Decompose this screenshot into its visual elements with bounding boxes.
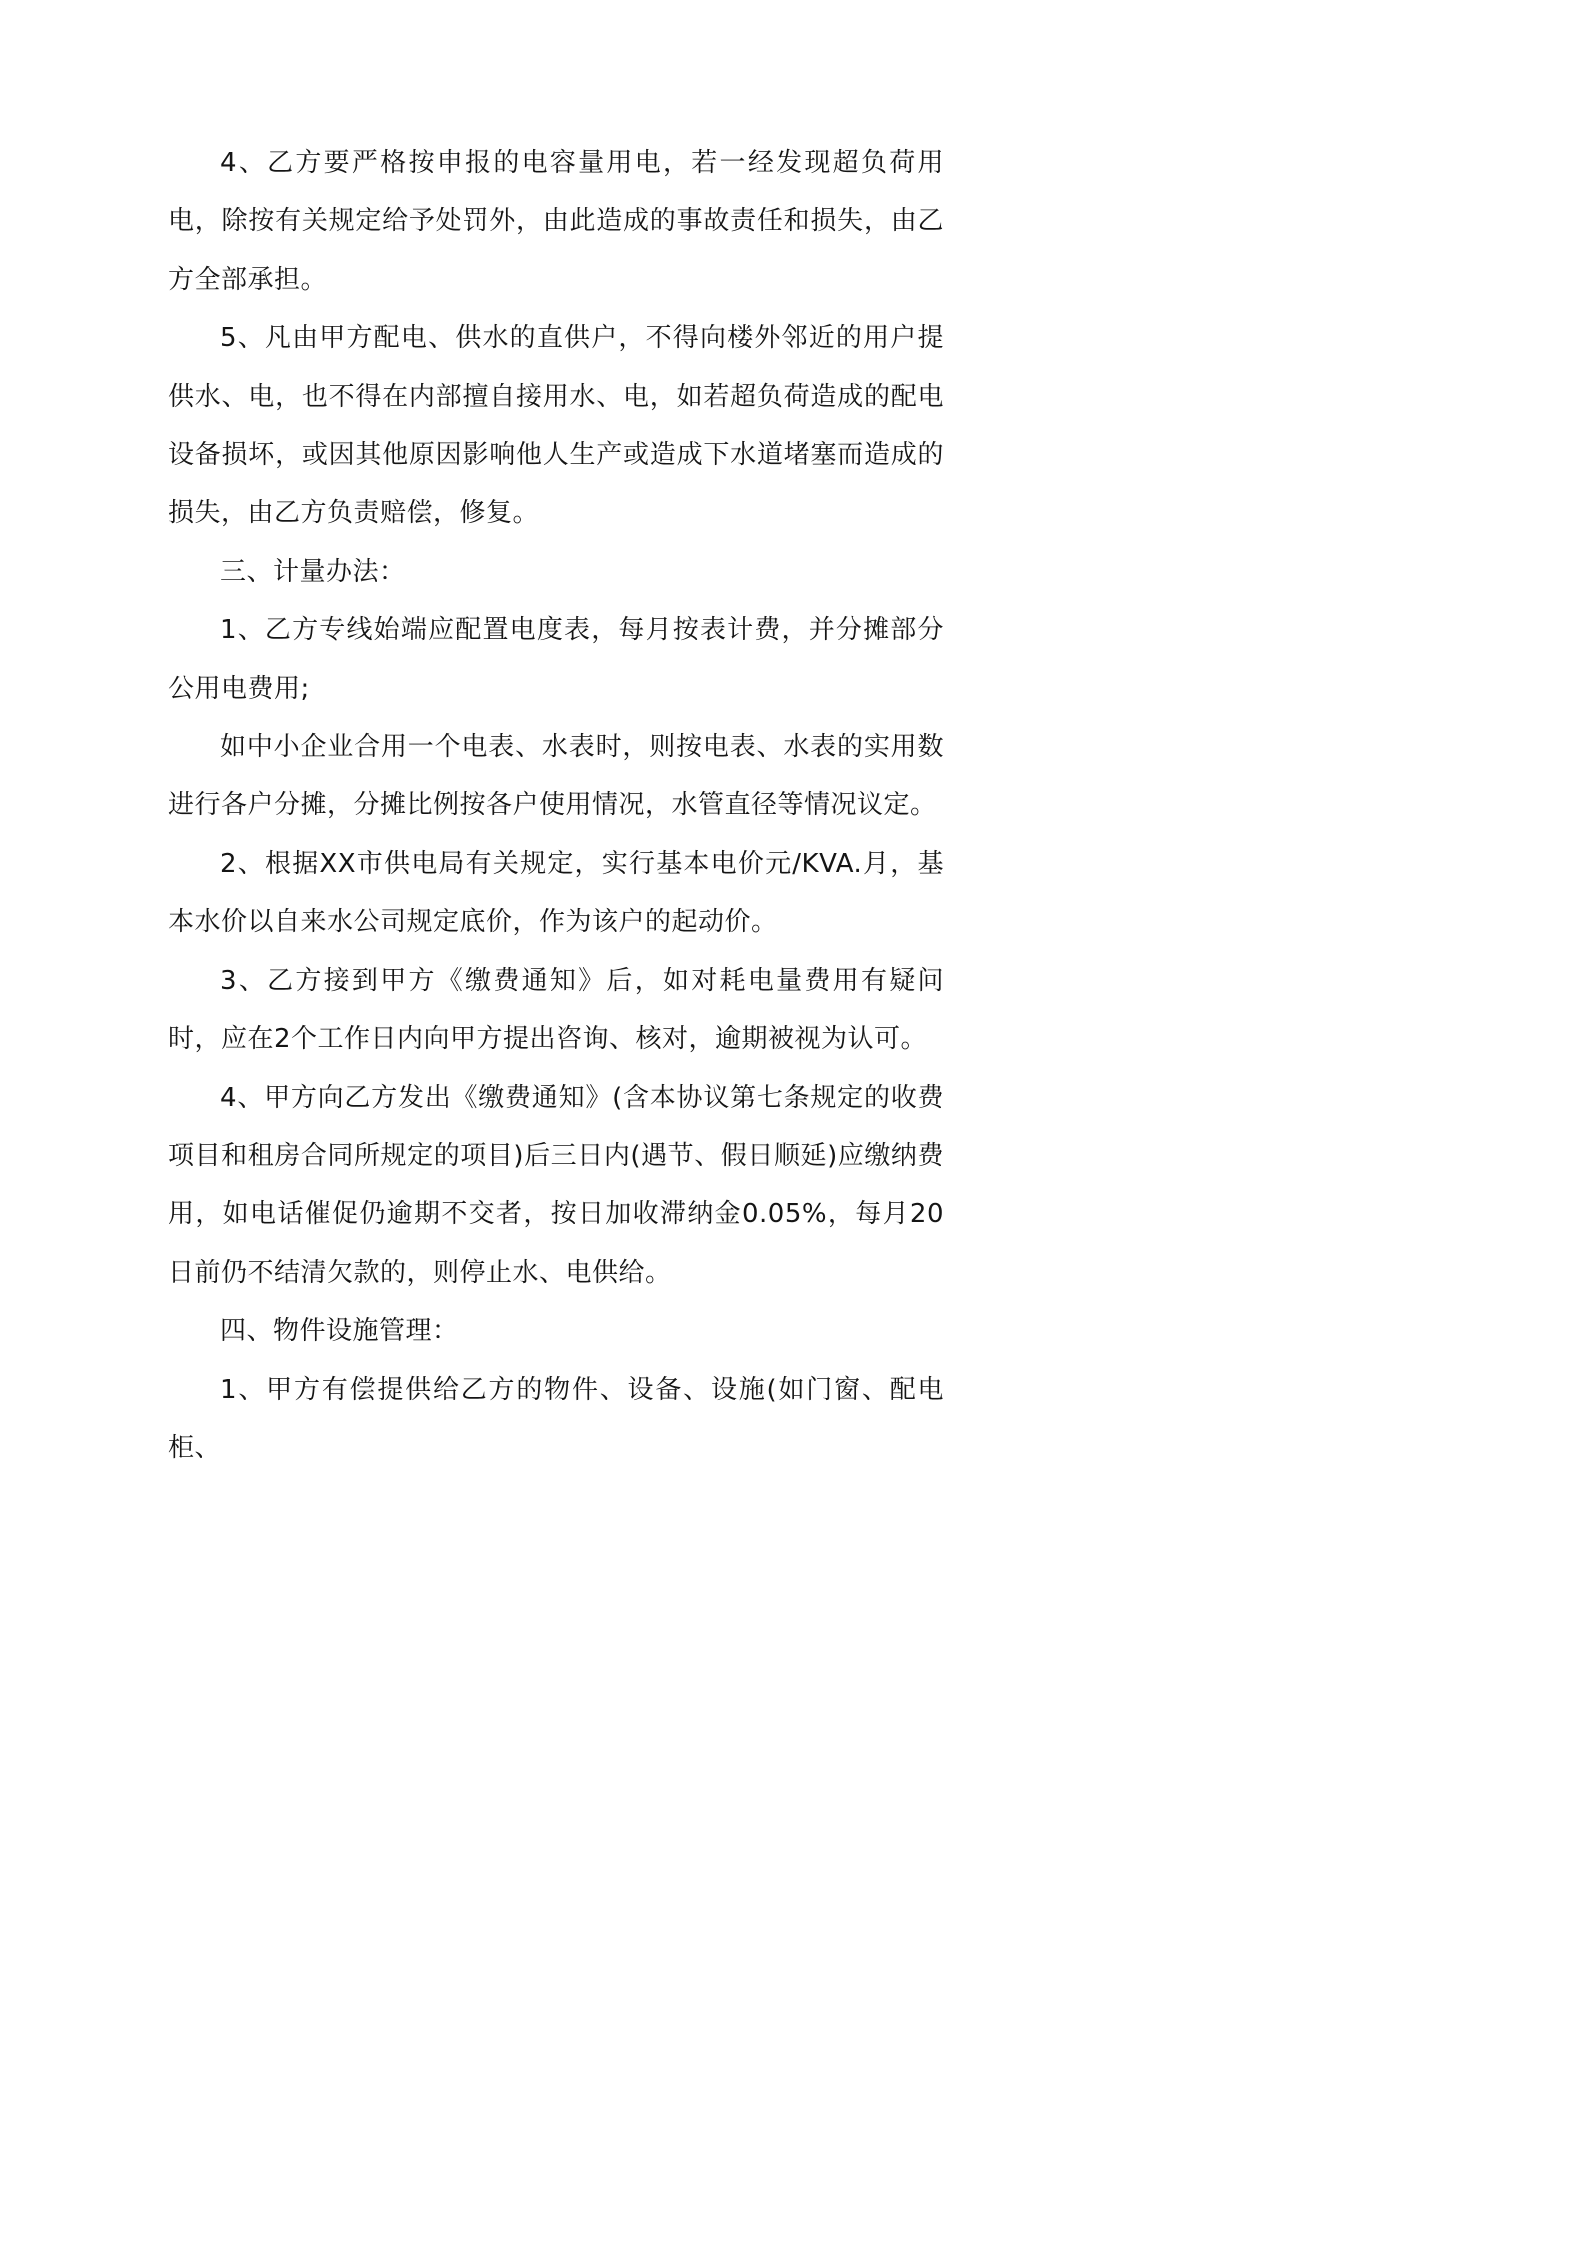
- paragraph-item5-direct-supply: 5、凡由甲方配电、供水的直供户，不得向楼外邻近的用户提供水、电，也不得在内部擅自接用水、电，如若超负荷造成的配电设备损坏，或因其他原因影响他人生产或造成下水道堵塞而造成的损失，由乙方负责赔偿，修复。: [168, 323, 944, 529]
- paragraph-meter-item4-payment: 4、甲方向乙方发出《缴费通知》(含本协议第七条规定的收费项目和租房合同所规定的项目)后三日内(遇节、假日顺延)应缴纳费用，如电话催促仍逾期不交者，按日加收滞纳金0.05%，每月20日前仍不结清欠款的，则停止水、电供给。: [168, 1082, 944, 1288]
- section-heading-metering: 三、计量办法：: [220, 556, 406, 587]
- paragraph-meter-item1: 1、乙方专线始端应配置电度表，每月按表计费，并分摊部分公用电费用;: [168, 615, 944, 704]
- section-heading-facility-management: 四、物件设施管理：: [220, 1316, 459, 1347]
- document-body: [168, 134, 944, 1477]
- paragraph-meter-item2-pricing: 2、根据XX市供电局有关规定，实行基本电价元/KVA.月，基本水价以自来水公司规定底价，作为该户的起动价。: [168, 848, 944, 938]
- paragraph-meter-item3-inquiry: 3、乙方接到甲方《缴费通知》后，如对耗电量费用有疑问时，应在2个工作日内向甲方提出咨询、核对，逾期被视为认可。: [168, 965, 944, 1055]
- document-page: [0, 0, 1104, 1560]
- paragraph-facility-item1: 1、甲方有偿提供给乙方的物件、设备、设施(如门窗、配电柜、: [168, 1374, 944, 1463]
- paragraph-shared-meter: 如中小企业合用一个电表、水表时，则按电表、水表的实用数进行各户分摊，分摊比例按各户使用情况，水管直径等情况议定。: [168, 732, 944, 821]
- paragraph-item4-electricity-usage: 4、乙方要严格按申报的电容量用电，若一经发现超负荷用电，除按有关规定给予处罚外，由此造成的事故责任和损失，由乙方全部承担。: [168, 148, 944, 295]
